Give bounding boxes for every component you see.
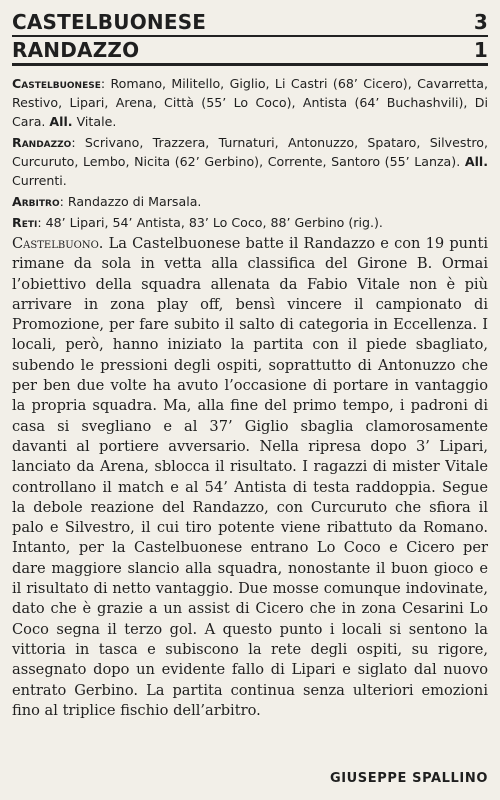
home-lineup-label: Castelbuonese <box>12 76 101 91</box>
article-body <box>12 234 488 721</box>
goals-label: Reti <box>12 215 38 230</box>
away-team-name: RANDAZZO <box>12 38 140 62</box>
referee-text: : Randazzo di Marsala. <box>59 194 202 209</box>
home-team-score: 3 <box>473 10 488 34</box>
home-lineup <box>12 74 488 131</box>
away-lineup-players: : Scrivano, Trazzera, Turnaturi, Antonuzzo, Spataro, Silvestro, Curcuruto, Lembo, Nicita (62’ Gerbino), Corrente, Santoro (55’ Lanza). <box>12 135 488 169</box>
home-lineup-players: : Romano, Militello, Giglio, Li Castri (68’ Cicero), Cavarretta, Restivo, Lipari, Arena, Città (55’ Lo Coco), Antista (64’ Buchashvili), Di Cara. <box>12 76 488 129</box>
away-coach-label: All. <box>464 154 488 169</box>
referee-label: Arbitro <box>12 194 60 209</box>
divider <box>12 63 488 66</box>
away-coach: Currenti. <box>12 173 67 188</box>
home-team-name: CASTELBUONESE <box>12 10 207 34</box>
goals-text: : 48’ Lipari, 54’ Antista, 83’ Lo Coco, 88’ Gerbino (rig.). <box>37 215 383 230</box>
away-team-score: 1 <box>473 38 488 62</box>
author-byline: GIUSEPPE SPALLINO <box>329 771 488 786</box>
article-dateline: Castelbuono. <box>12 235 104 252</box>
referee-line <box>12 192 488 211</box>
home-coach-label: All. <box>49 114 73 129</box>
home-team-row <box>12 10 488 34</box>
away-lineup <box>12 133 488 190</box>
away-team-row <box>12 38 488 62</box>
article-text: La Castelbuonese batte il Randazzo e con 19 punti rimane da sola in vetta alla classifica del Girone B. Ormai l’obiettivo della squadra allenata da Fabio Vitale non è più arrivare in zona play off, bensì vincere il campionato di Promozione, per fare subito il salto di categoria in Eccellenza. I locali, però, hanno iniziato la partita con il piede sbagliato, subendo le pressioni degli ospiti, soprattutto di Antonuzzo che per ben due volte ha avuto l’occasione di portare in vantaggio la propria squadra. Ma, alla fine del primo tempo, i padroni di casa si svegliano e al 37’ Giglio sbaglia clamorosamente davanti al portiere avversario. Nella ripresa dopo 3’ Lipari, lanciato da Arena, sblocca il risultato. I ragazzi di mister Vitale controllano il match e al 54’ Antista di testa raddoppia. Segue la debole reazione del Randazzo, con Curcuruto che sfiora il palo e Silvestro, il cui tiro potente viene ribattuto da Romano. Intanto, per la Castelbuonese entrano Lo Coco e Cicero per dare maggiore slancio alla squadra, nonostante il buon gioco e il risultato di netto vantaggio. Due mosse comunque indovinate, dato che è grazie a un assist di Cicero che in zona Cesarini Lo Coco segna il terzo gol. A questo punto i locali si sentono la vittoria in tasca e subiscono la rete degli ospiti, su rigore, assegnato dopo un evidente fallo di Lipari e siglato dal nuovo entrato Gerbino. La partita continua senza ulteriori emozioni fino al triplice fischio dell’arbitro. <box>12 235 488 719</box>
away-lineup-label: Randazzo <box>12 135 72 150</box>
divider <box>12 35 488 37</box>
home-coach: Vitale. <box>72 114 117 129</box>
goals-line <box>12 213 488 232</box>
